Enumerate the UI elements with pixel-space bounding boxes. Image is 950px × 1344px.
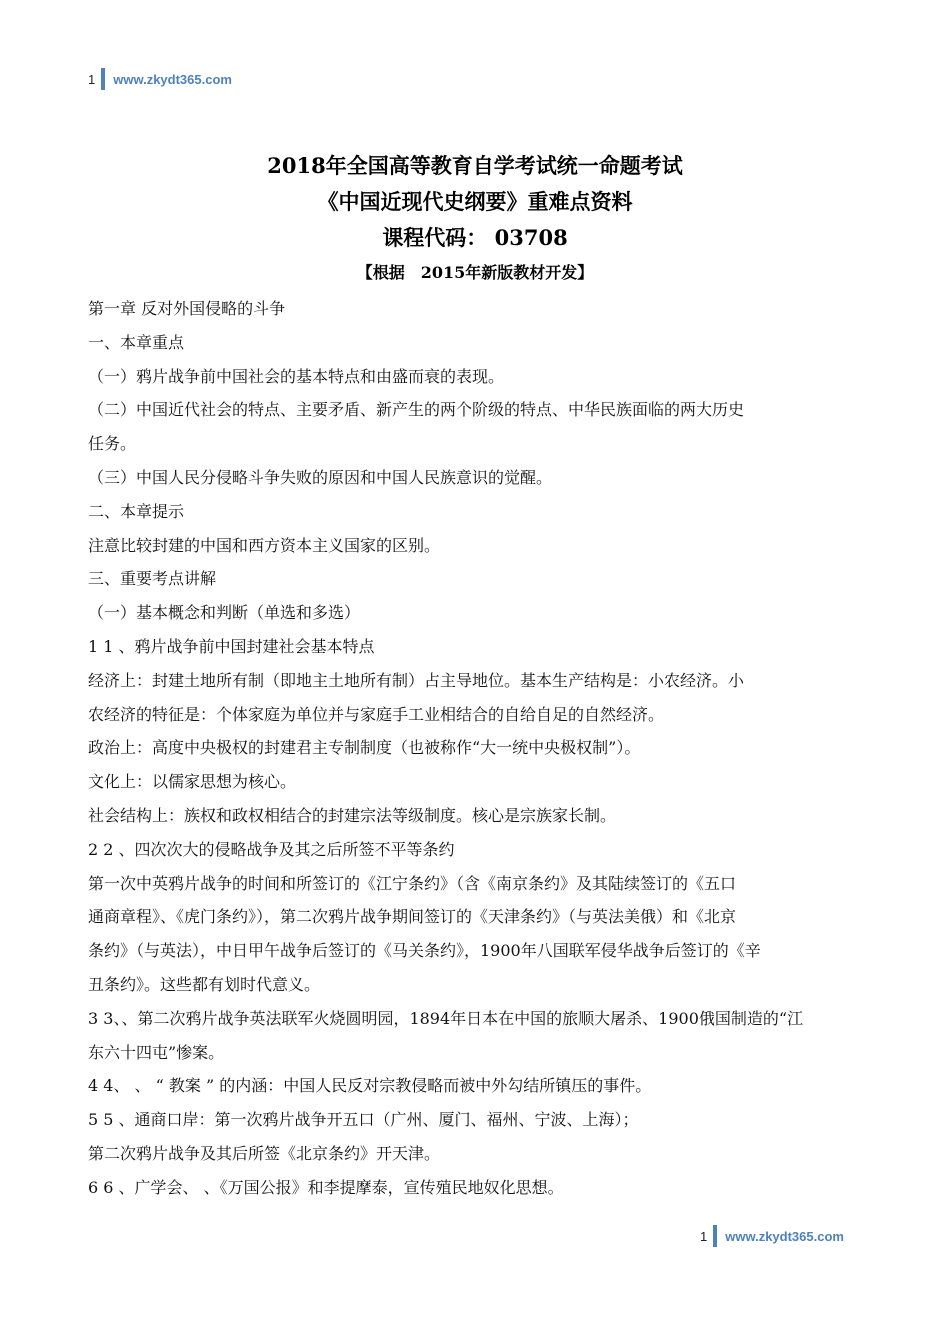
text-line: 一、本章重点 [88,332,185,352]
text-line: （二）中国近代社会的特点、主要矛盾、新产生的两个阶级的特点、中华民族面临的两大历史 [88,400,745,420]
text-line: 条约》（与英法），中日甲午战争后签订的《马关条约》，1900年八国联军侵华战争后签订的《辛 [88,941,761,961]
text-line: 通商章程》、《虎门条约》），第二次鸦片战争期间签订的《天津条约》（与英法美俄）和《北京 [88,907,737,927]
header-url: www.zkydt365.com [113,71,232,87]
text-line: 3 3、、第二次鸦片战争英法联军火烧圆明园，1894年日本在中国的旅顺大屠杀、1900俄国制造的“江 [88,1008,804,1028]
header-divider [101,68,105,90]
header-page-number: 1 [88,71,96,87]
page-footer [700,1225,844,1247]
text-line: 三、重要考点讲解 [88,569,217,589]
text-line: （一）鸦片战争前中国社会的基本特点和由盛而衰的表现。 [88,366,505,386]
text-line: 经济上：封建土地所有制（即地主土地所有制）占主导地位。基本生产结构是：小农经济。小 [88,670,745,690]
text-line: 第一次中英鸦片战争的时间和所签订的《江宁条约》（含《南京条约》及其陆续签订的《五口 [88,873,737,893]
text-line: 6 6 、广学会、 、《万国公报》和李提摩泰，宣传殖民地奴化思想。 [88,1177,564,1197]
footer-page-number: 1 [700,1228,708,1244]
document-body [88,292,878,1205]
text-line: （三）中国人民分侵略斗争失败的原因和中国人民族意识的觉醒。 [88,467,553,487]
text-line: 5 5 、通商口岸：第一次鸦片战争开五口（广州、厦门、福州、宁波、上海）； [88,1110,639,1130]
text-line: 4 4、 、 “ 教案 ” 的内涵：中国人民反对宗教侵略而被中外勾结所镇压的事件。 [88,1076,652,1096]
text-line: 农经济的特征是：个体家庭为单位并与家庭手工业相结合的自给自足的自然经济。 [88,704,665,724]
text-line: 1 1 、鸦片战争前中国封建社会基本特点 [88,636,375,656]
text-line: 二、本章提示 [88,501,185,521]
text-line: （一）基本概念和判断（单选和多选） [88,603,361,623]
text-line: 任务。 [88,434,137,454]
text-line: 丑条约》。这些都有划时代意义。 [88,974,321,994]
doc-title: 2018年全国高等教育自学考试统一命题考试 [267,153,683,178]
doc-subtitle: 《中国近现代史纲要》重难点资料 [317,189,633,214]
text-line: 社会结构上：族权和政权相结合的封建宗法等级制度。核心是宗族家长制。 [88,805,617,825]
text-line: 东六十四屯”惨案。 [88,1042,225,1062]
page-header [88,68,232,90]
text-line: 第一章 反对外国侵略的斗争 [88,299,286,318]
footer-url: www.zkydt365.com [725,1228,844,1244]
edition-note: 【根据 2015年新版教材开发】 [356,263,594,282]
text-line: 2 2 、四次次大的侵略战争及其之后所签不平等条约 [88,839,455,859]
text-line: 注意比较封建的中国和西方资本主义国家的区别。 [88,535,441,555]
text-line: 文化上：以儒家思想为核心。 [88,772,297,792]
footer-divider [713,1225,717,1247]
text-line: 第二次鸦片战争及其后所签《北京条约》开天津。 [88,1143,441,1163]
course-code: 课程代码： 03708 [382,225,568,250]
text-line: 政治上：高度中央极权的封建君主专制制度（也被称作“大一统中央极权制”）。 [88,738,641,758]
